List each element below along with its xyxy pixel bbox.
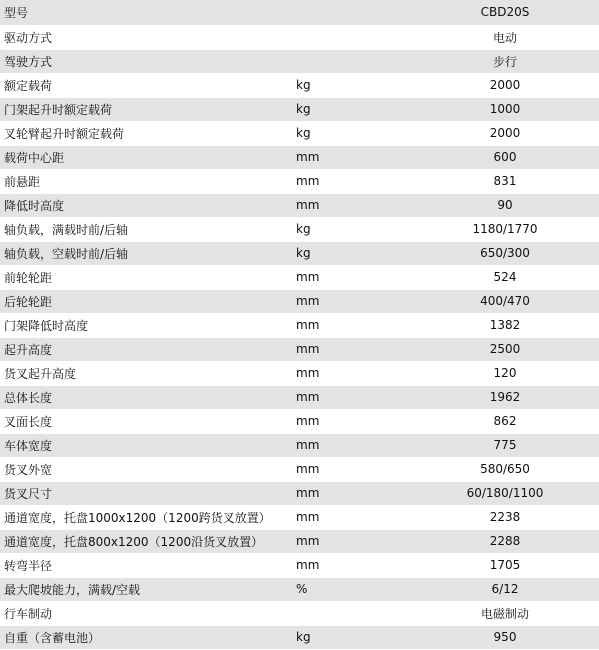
spec-name: 总体长度 bbox=[0, 385, 292, 409]
table-row bbox=[0, 433, 599, 457]
spec-unit: kg bbox=[292, 121, 411, 145]
spec-unit: mm bbox=[292, 457, 411, 481]
table-row bbox=[0, 481, 599, 505]
table-row bbox=[0, 361, 599, 385]
spec-value: 2000 bbox=[411, 121, 599, 145]
spec-name: 自重（含蓄电池） bbox=[0, 625, 292, 649]
table-row bbox=[0, 289, 599, 313]
spec-unit: kg bbox=[292, 241, 411, 265]
spec-name: 额定载荷 bbox=[0, 73, 292, 97]
spec-value: 2288 bbox=[411, 529, 599, 553]
spec-name: 转弯半径 bbox=[0, 553, 292, 577]
spec-unit: kg bbox=[292, 217, 411, 241]
spec-value: 2500 bbox=[411, 337, 599, 361]
spec-unit: mm bbox=[292, 361, 411, 385]
spec-unit: mm bbox=[292, 385, 411, 409]
spec-unit: mm bbox=[292, 193, 411, 217]
spec-value: 电动 bbox=[411, 25, 599, 49]
table-row bbox=[0, 385, 599, 409]
spec-value: 1180/1770 bbox=[411, 217, 599, 241]
spec-name: 后轮轮距 bbox=[0, 289, 292, 313]
table-row bbox=[0, 241, 599, 265]
spec-value: 650/300 bbox=[411, 241, 599, 265]
table-row bbox=[0, 97, 599, 121]
spec-name: 驾驶方式 bbox=[0, 49, 292, 73]
table-row bbox=[0, 121, 599, 145]
spec-name: 货叉尺寸 bbox=[0, 481, 292, 505]
spec-unit bbox=[292, 601, 411, 625]
spec-unit bbox=[292, 25, 411, 49]
spec-unit bbox=[292, 0, 411, 25]
table-row bbox=[0, 25, 599, 49]
table-row bbox=[0, 265, 599, 289]
spec-name: 行车制动 bbox=[0, 601, 292, 625]
spec-unit: mm bbox=[292, 337, 411, 361]
spec-unit: mm bbox=[292, 481, 411, 505]
spec-value: 524 bbox=[411, 265, 599, 289]
table-row bbox=[0, 0, 599, 25]
spec-value: 831 bbox=[411, 169, 599, 193]
spec-unit: mm bbox=[292, 313, 411, 337]
spec-unit: mm bbox=[292, 265, 411, 289]
spec-name: 最大爬坡能力，满载/空载 bbox=[0, 577, 292, 601]
table-row bbox=[0, 313, 599, 337]
table-row bbox=[0, 169, 599, 193]
spec-unit: mm bbox=[292, 553, 411, 577]
table-row bbox=[0, 145, 599, 169]
spec-value: 步行 bbox=[411, 49, 599, 73]
table-row bbox=[0, 577, 599, 601]
spec-value: 400/470 bbox=[411, 289, 599, 313]
spec-value: 1962 bbox=[411, 385, 599, 409]
spec-name: 驱动方式 bbox=[0, 25, 292, 49]
spec-name: 轴负载，满载时前/后轴 bbox=[0, 217, 292, 241]
spec-name: 前悬距 bbox=[0, 169, 292, 193]
spec-unit: mm bbox=[292, 169, 411, 193]
table-row bbox=[0, 193, 599, 217]
spec-name: 通道宽度，托盘800x1200（1200沿货叉放置） bbox=[0, 529, 292, 553]
spec-value: 1705 bbox=[411, 553, 599, 577]
spec-name: 起升高度 bbox=[0, 337, 292, 361]
spec-unit: kg bbox=[292, 97, 411, 121]
table-row bbox=[0, 553, 599, 577]
table-row bbox=[0, 73, 599, 97]
spec-value: CBD20S bbox=[411, 0, 599, 25]
spec-name: 叉轮臂起升时额定载荷 bbox=[0, 121, 292, 145]
table-row bbox=[0, 337, 599, 361]
spec-value: 1000 bbox=[411, 97, 599, 121]
spec-name: 货叉起升高度 bbox=[0, 361, 292, 385]
spec-name: 叉面长度 bbox=[0, 409, 292, 433]
spec-value: 1382 bbox=[411, 313, 599, 337]
spec-unit: mm bbox=[292, 529, 411, 553]
spec-name: 降低时高度 bbox=[0, 193, 292, 217]
spec-unit: mm bbox=[292, 433, 411, 457]
table-row bbox=[0, 529, 599, 553]
spec-value: 6/12 bbox=[411, 577, 599, 601]
spec-name: 通道宽度，托盘1000x1200（1200跨货叉放置） bbox=[0, 505, 292, 529]
spec-name: 门架降低时高度 bbox=[0, 313, 292, 337]
table-row bbox=[0, 457, 599, 481]
spec-unit: kg bbox=[292, 625, 411, 649]
spec-unit: % bbox=[292, 577, 411, 601]
spec-unit: mm bbox=[292, 505, 411, 529]
spec-value: 775 bbox=[411, 433, 599, 457]
spec-value: 60/180/1100 bbox=[411, 481, 599, 505]
spec-value: 2000 bbox=[411, 73, 599, 97]
spec-name: 车体宽度 bbox=[0, 433, 292, 457]
spec-unit: mm bbox=[292, 145, 411, 169]
spec-value: 电磁制动 bbox=[411, 601, 599, 625]
spec-name: 前轮轮距 bbox=[0, 265, 292, 289]
table-row bbox=[0, 217, 599, 241]
spec-name: 型号 bbox=[0, 0, 292, 25]
spec-value: 90 bbox=[411, 193, 599, 217]
spec-unit: mm bbox=[292, 409, 411, 433]
table-row bbox=[0, 505, 599, 529]
spec-value: 950 bbox=[411, 625, 599, 649]
spec-unit bbox=[292, 49, 411, 73]
spec-name: 载荷中心距 bbox=[0, 145, 292, 169]
table-row bbox=[0, 625, 599, 649]
table-row bbox=[0, 49, 599, 73]
spec-value: 120 bbox=[411, 361, 599, 385]
table-row bbox=[0, 409, 599, 433]
spec-name: 货叉外宽 bbox=[0, 457, 292, 481]
spec-name: 轴负载，空载时前/后轴 bbox=[0, 241, 292, 265]
spec-value: 862 bbox=[411, 409, 599, 433]
spec-value: 600 bbox=[411, 145, 599, 169]
spec-value: 580/650 bbox=[411, 457, 599, 481]
spec-unit: kg bbox=[292, 73, 411, 97]
spec-value: 2238 bbox=[411, 505, 599, 529]
table-row bbox=[0, 601, 599, 625]
spec-name: 门架起升时额定载荷 bbox=[0, 97, 292, 121]
spec-unit: mm bbox=[292, 289, 411, 313]
